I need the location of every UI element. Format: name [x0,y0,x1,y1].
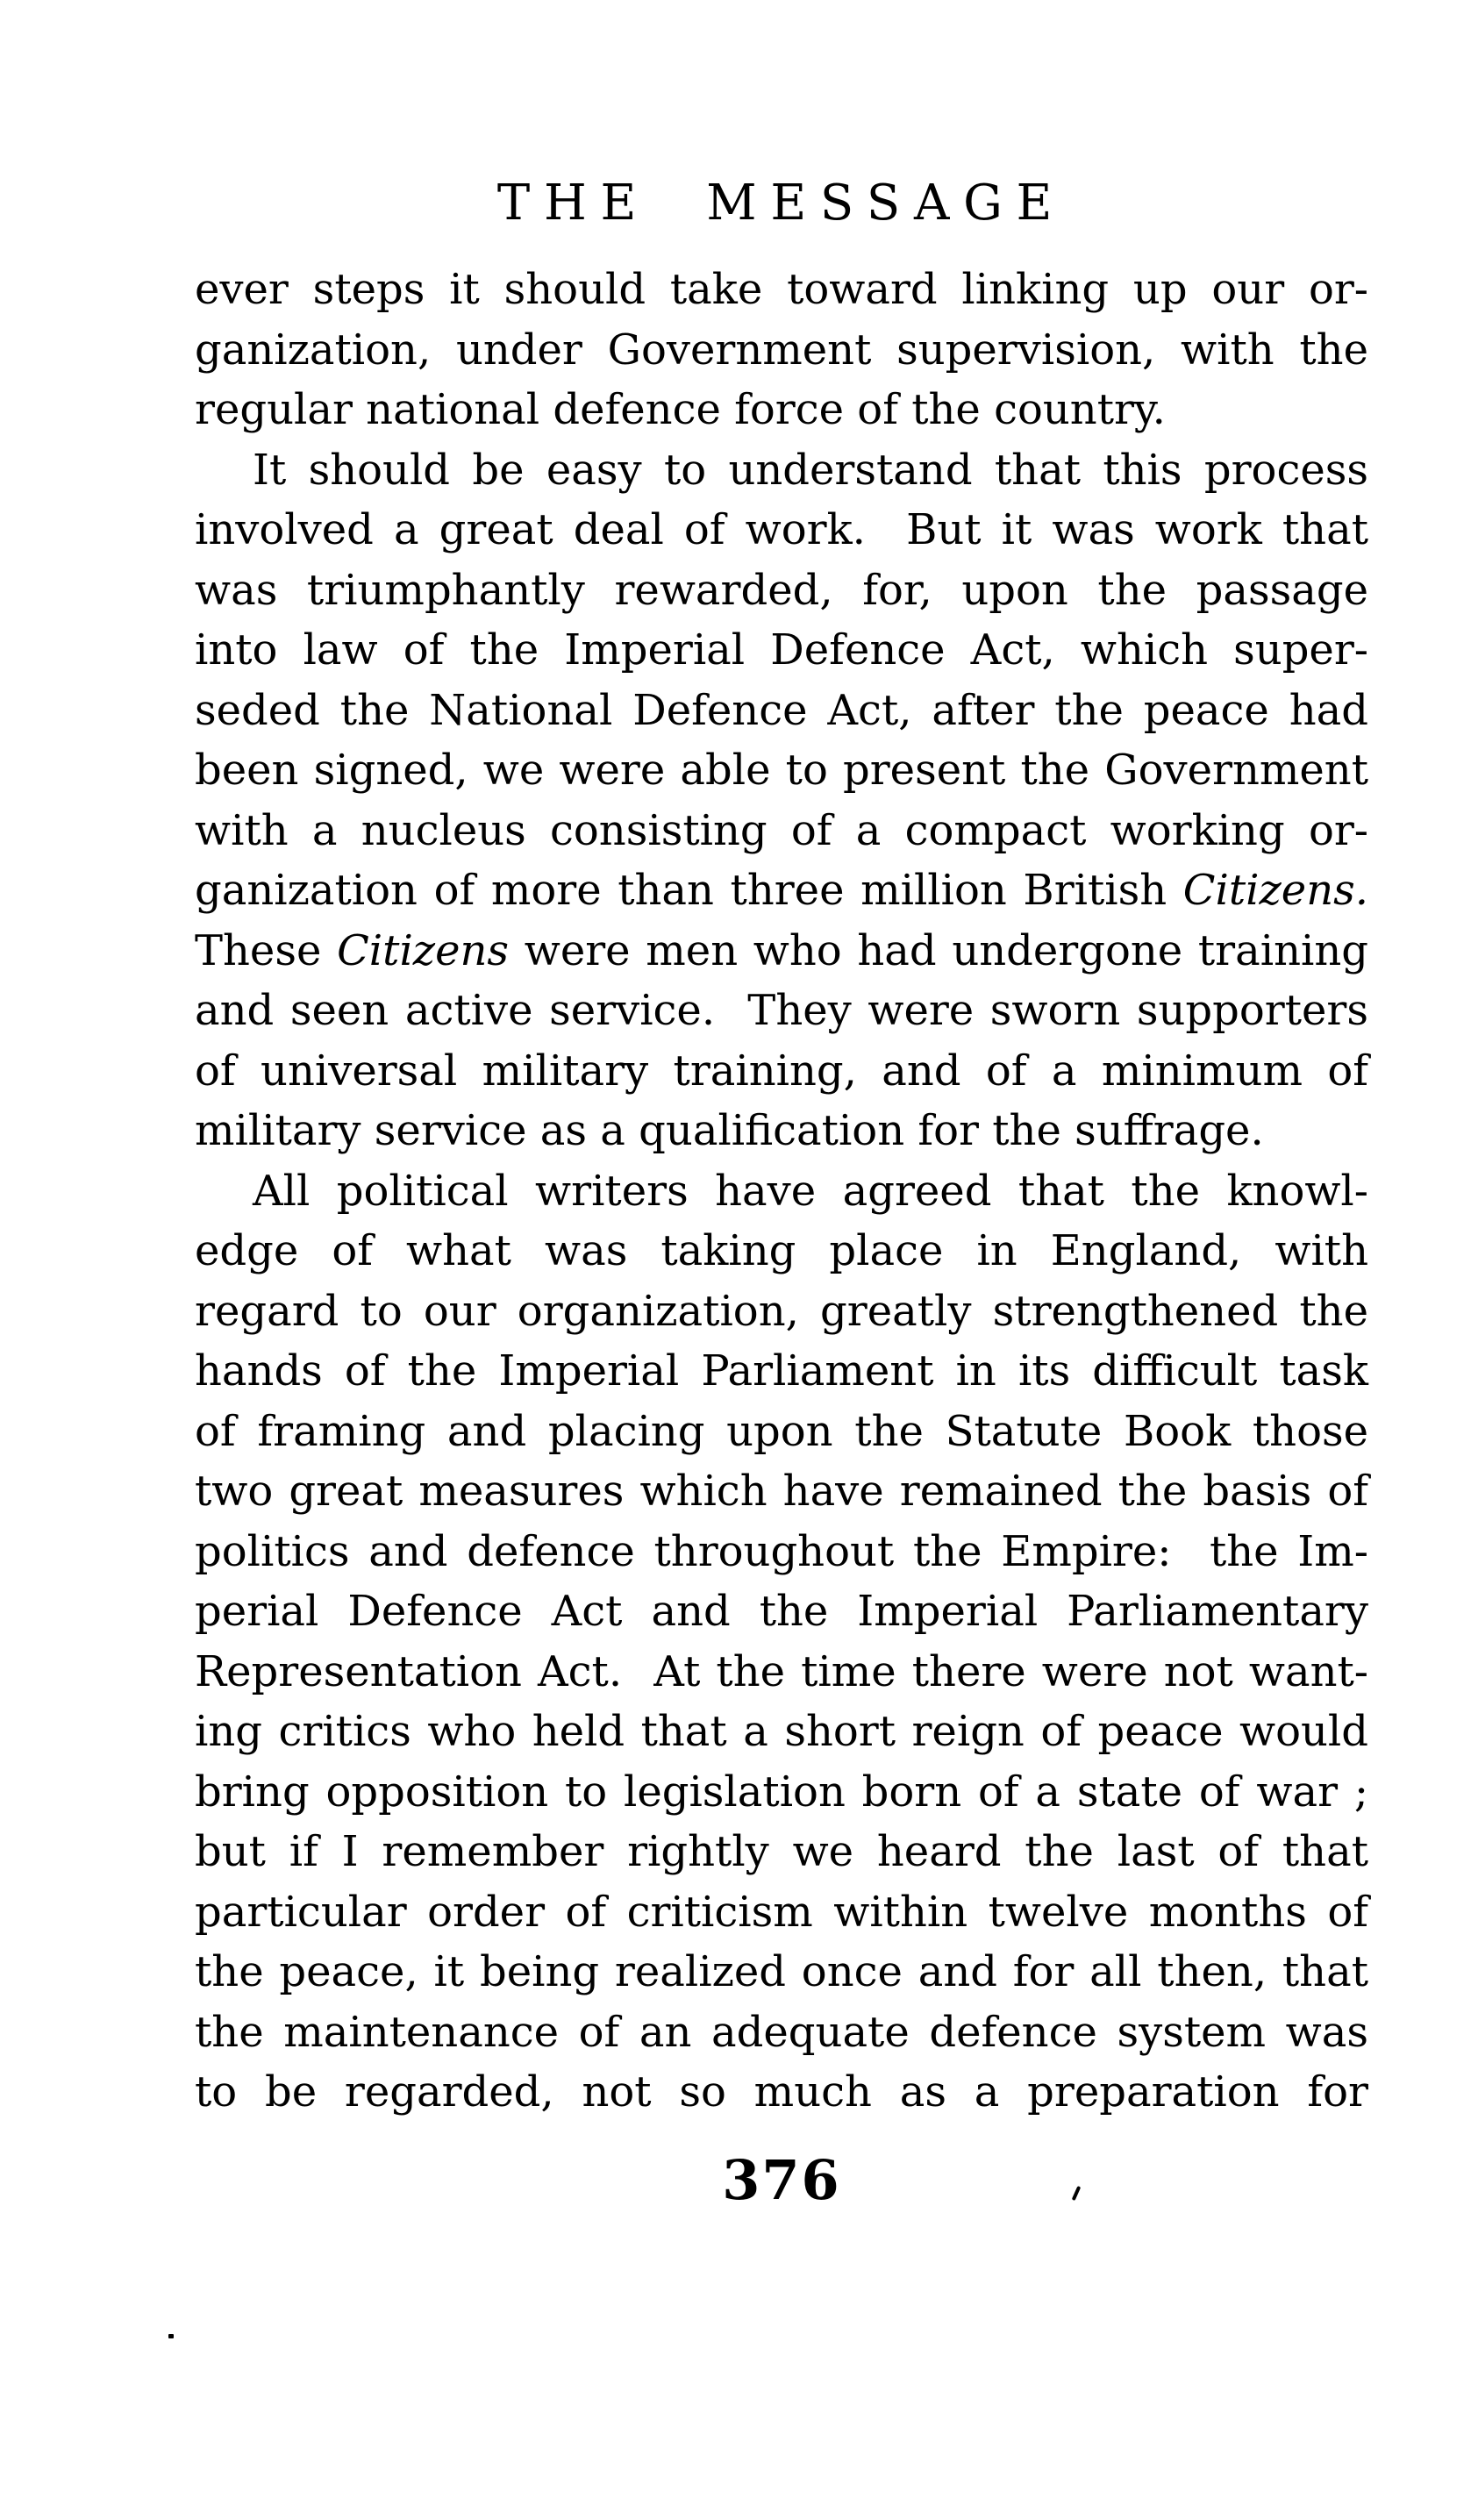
text-line: Representation Act. At the time there were not want- [195,1646,1368,1696]
text-line: involved a great deal of work. But it was work that [195,505,1368,554]
text-line: but if I remember rightly we heard the last of that [195,1827,1368,1876]
text-line: the maintenance of an adequate defence system was [195,2007,1368,2057]
text-line: bring opposition to legislation born of a state of war ; [195,1767,1368,1817]
scan-speck [168,2334,174,2338]
italic-text-segment: Citizens. [1182,866,1368,915]
text-line: of framing and placing upon the Statute Book those [195,1406,1368,1456]
text-line: All political writers have agreed that the knowl- [253,1166,1368,1216]
text-line: perial Defence Act and the Imperial Parliamentary [195,1587,1368,1636]
text-line: hands of the Imperial Parliament in its difficult task [195,1346,1368,1396]
text-line: edge of what was taking place in England, with [195,1226,1368,1275]
text-line: the peace, it being realized once and for all then, that [195,1947,1368,1996]
running-head-title: THE MESSAGE [496,175,1067,232]
text-line: military service as a qualification for the suffrage. [195,1106,1264,1155]
text-segment: These [195,925,338,975]
text-line: regular national defence force of the country. [195,385,1166,434]
text-line: regard to our organization, greatly strengthened the [195,1286,1368,1336]
text-line: into law of the Imperial Defence Act, which super- [195,625,1368,675]
text-line: two great measures which have remained the basis of [195,1467,1368,1516]
text-line: and seen active service. They were sworn supporters [195,986,1368,1035]
text-line [195,921,1368,982]
text-line: with a nucleus consisting of a compact working or- [195,805,1368,855]
text-line: was triumphantly rewarded, for, upon the passage [195,565,1368,615]
page-text-block [195,260,1368,2123]
text-line: to be regarded, not so much as a preparation for [195,2067,1368,2117]
text-line: been signed, we were able to present the Government [195,746,1368,795]
text-segment: were men who had undergone training [509,925,1369,975]
text-line: seded the National Defence Act, after the peace had [195,685,1368,735]
page-number: 376 [722,2148,841,2212]
text-segment: ganization of more than three million British [195,866,1183,915]
text-line [195,860,1368,921]
text-line: ever steps it should take toward linking up our or- [195,265,1368,314]
text-line: particular order of criticism within twelve months of [195,1887,1368,1937]
text-line: of universal military training, and of a minimum of [195,1046,1368,1096]
text-line: It should be easy to understand that this process [253,445,1368,495]
text-line: politics and defence throughout the Empire: the Im- [195,1526,1368,1576]
text-line: ganization, under Government supervision, with the [195,325,1368,375]
text-line: ing critics who held that a short reign of peace would [195,1707,1368,1756]
italic-text-segment: Citizens [337,925,510,975]
